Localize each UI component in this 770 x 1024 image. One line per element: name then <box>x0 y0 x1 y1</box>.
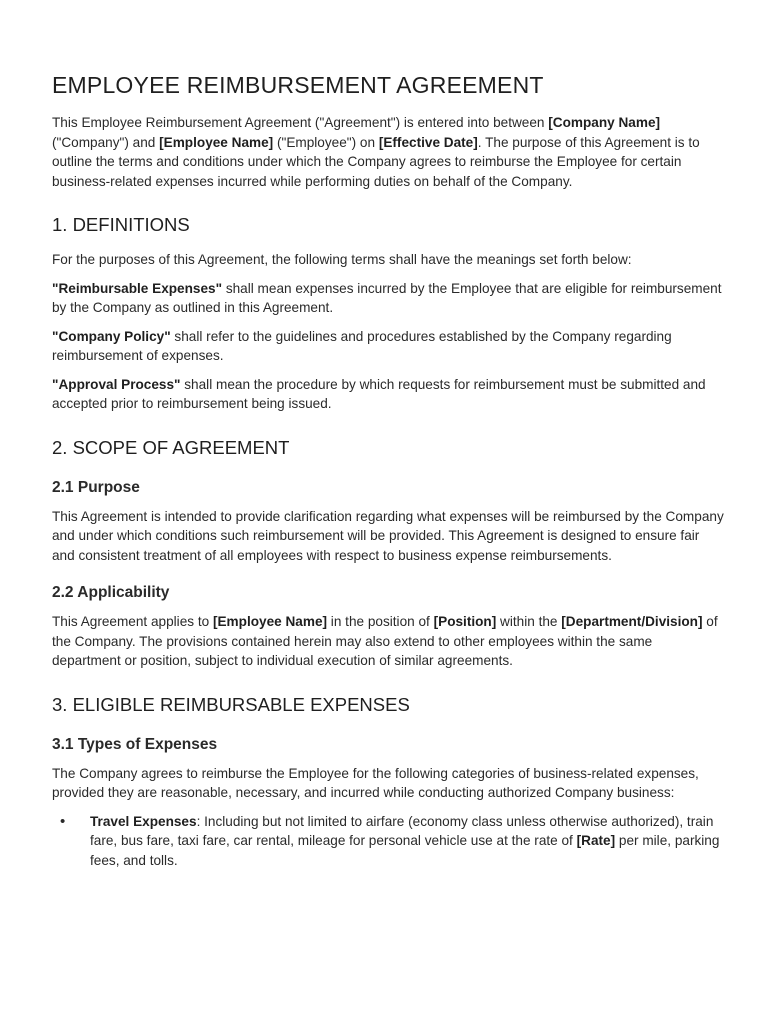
position-placeholder: [Position] <box>433 614 497 629</box>
intro-text: . The purpose of this Agreement is to outline the terms and conditions under which the Company agrees to reimburse the Employee for certain business-related expenses incurred while performing duties on behalf of the Company. <box>52 134 700 189</box>
intro-text: This Employee Reimbursement Agreement ("Agreement") is entered into between <box>52 115 549 130</box>
list-item <box>52 812 724 871</box>
subsection-heading: 3.1 Types of Expenses <box>52 735 218 753</box>
expense-text: : Including but not limited to airfare (economy class unless otherwise authorized), train fare, bus fare, taxi fare, car rental, mileage for personal vehicle use at the rate of <box>90 813 714 848</box>
applicability-text: in the position of <box>327 614 434 629</box>
purpose-paragraph: This Agreement is intended to provide clarification regarding what expenses will be reimbursed by the Company and under which conditions such reimbursement will be provided. This Agreement is designed to ensure fair and consistent treatment of all employees with respect to business expense reimbursements. <box>52 508 724 563</box>
definition-item <box>52 279 724 318</box>
expense-list <box>52 812 724 871</box>
definition-item <box>52 375 724 414</box>
department-placeholder: [Department/Division] <box>561 614 703 629</box>
definitions-lead: For the purposes of this Agreement, the following terms shall have the meanings set forth below: <box>52 252 632 267</box>
definition-text: shall mean expenses incurred by the Employee that are eligible for reimbursement by the Company as outlined in this Agreement. <box>52 280 722 315</box>
applicability-paragraph <box>52 612 724 671</box>
subsection-applicability <box>52 583 724 671</box>
employee-name-placeholder: [Employee Name] <box>159 134 274 150</box>
section-heading: 1. DEFINITIONS <box>52 214 190 235</box>
section-heading: 2. SCOPE OF AGREEMENT <box>52 436 290 458</box>
subsection-heading: 2.1 Purpose <box>52 478 140 496</box>
intro-text: ("Employee") on <box>273 134 379 150</box>
applicability-text: within the <box>496 614 562 629</box>
definition-text: shall mean the procedure by which requests for reimbursement must be submitted and accepted prior to reimbursement being issued. <box>52 376 706 411</box>
definition-term: "Reimbursable Expenses" <box>52 280 223 296</box>
definition-term: "Company Policy" <box>52 328 171 344</box>
applicability-text: This Agreement applies to <box>52 614 213 629</box>
intro-text: ("Company") and <box>52 134 160 150</box>
section-scope <box>52 436 724 671</box>
employee-name-placeholder: [Employee Name] <box>212 614 328 629</box>
definition-term: "Approval Process" <box>52 376 181 392</box>
subsection-purpose <box>52 478 724 566</box>
section-definitions <box>52 213 724 414</box>
rate-placeholder: [Rate] <box>576 833 616 848</box>
company-name-placeholder: [Company Name] <box>548 115 661 130</box>
document-title: EMPLOYEE REIMBURSEMENT AGREEMENT <box>52 72 544 98</box>
section-heading: 3. ELIGIBLE REIMBURSABLE EXPENSES <box>52 693 410 715</box>
applicability-text: of the Company. The provisions contained herein may also extend to other employees within the same department or position, subject to individual execution of similar agreements. <box>52 614 718 668</box>
subsection-heading: 2.2 Applicability <box>52 584 170 601</box>
intro-paragraph <box>52 113 724 191</box>
effective-date-placeholder: [Effective Date] <box>378 134 478 150</box>
subsection-types <box>52 735 724 871</box>
bullet-icon: • <box>60 812 66 830</box>
types-lead: The Company agrees to reimburse the Employee for the following categories of business-related expenses, provided they are reasonable, necessary, and incurred while conducting authorized Company business: <box>52 765 699 800</box>
definition-item <box>52 327 724 366</box>
expense-term: Travel Expenses <box>90 813 197 829</box>
section-eligible-expenses <box>52 693 724 871</box>
expense-text: per mile, parking fees, and tolls. <box>90 833 720 868</box>
document-page <box>52 70 724 870</box>
definition-text: shall refer to the guidelines and procedures established by the Company regarding reimbursement of expenses. <box>52 328 672 363</box>
